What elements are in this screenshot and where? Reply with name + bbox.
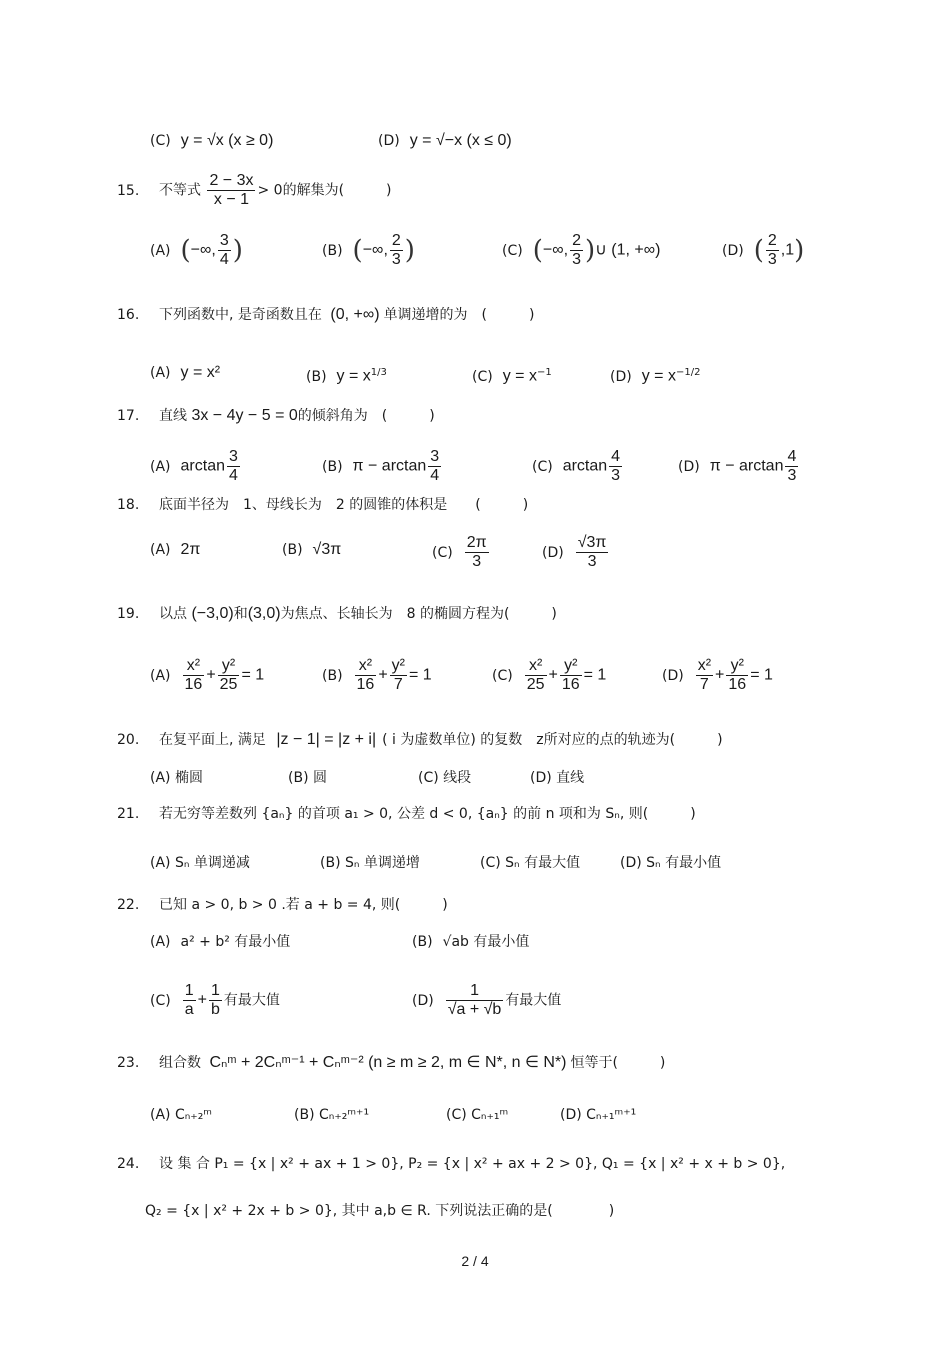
q17-option-b: (B) π − arctan $\frac{3}{4}$ [322, 448, 440, 484]
q16-option-d: (D) $y = x^{-1/2}$ [610, 367, 701, 385]
q17-stem: 17. 直线 3x − 4y − 5 = 0的倾斜角为 ( ) [117, 407, 435, 424]
q21-option-c: (C) Sₙ 有最大值 [480, 855, 581, 871]
q16-option-b: (B) $y = x^{1/3}$ [306, 367, 387, 385]
q16-stem: 16. 下列函数中, 是奇函数且在 (0, +∞) 单调递增的为 ( ) [117, 306, 535, 323]
q14-option-c: (C) y = √x (x ≥ 0) [150, 132, 274, 149]
q17-option-a: (A) arctan $\frac{3}{4}$ [150, 448, 238, 484]
q19-option-d: (D) $\frac{\text{x²}}{7}$ + $\frac{\text{y²}}{16}$ = 1 [662, 657, 773, 693]
q22-option-d: (D) $\frac{1}{√a + √b}$ 有最大值 [412, 982, 562, 1018]
q16-option-a: (A) y = x² [150, 364, 221, 381]
q22-option-c: (C) $\frac{1}{a}$ + $\frac{1}{b}$ 有最大值 [150, 982, 280, 1018]
q17-option-d: (D) π − arctan $\frac{4}{3}$ [678, 448, 797, 484]
q15-stem: 15. 不等式 $\frac{2 - 3x}{x - 1}$ > 0的解集为( ) [117, 172, 392, 208]
q21-option-a: (A) Sₙ 单调递减 [150, 855, 250, 871]
q15-option-b: (B) (−∞, $\frac{2}{3}$ ) [322, 232, 415, 268]
q19-option-c: (C) $\frac{\text{x²}}{25}$ + $\frac{\text{y²}}{16}$ = 1 [492, 657, 607, 693]
q23-option-c: (C) Cₙ₊₁ᵐ [446, 1107, 509, 1123]
q20-option-c: (C) 线段 [418, 770, 472, 786]
q24-stem-line1: 24. 设 集 合 P₁ = {x | x² + ax + 1 > 0}, P₂ = {x | x² + ax + 2 > 0}, Q₁ = {x | x² + x + b > 0}, [117, 1156, 786, 1172]
q15-option-c: (C) (−∞, $\frac{2}{3}$ )∪ (1, +∞) [502, 232, 661, 268]
q18-option-a: (A) 2π [150, 541, 201, 558]
q24-stem-line2: Q₂ = {x | x² + 2x + b > 0}, 其中 a,b ∈ R. 下列说法正确的是( ) [145, 1203, 615, 1219]
q19-option-a: (A) $\frac{\text{x²}}{16}$ + $\frac{\text{y²}}{25}$ = 1 [150, 657, 265, 693]
q18-option-b: (B) √3π [282, 541, 342, 558]
q22-option-a: (A) a² + b² 有最小值 [150, 934, 291, 950]
q17-option-c: (C) arctan $\frac{4}{3}$ [532, 448, 621, 484]
page-number: 2 / 4 [461, 1253, 489, 1269]
q23-option-d: (D) Cₙ₊₁ᵐ⁺¹ [560, 1107, 637, 1123]
q18-stem: 18. 底面半径为 1、母线长为 2 的圆锥的体积是 ( ) [117, 497, 529, 513]
q20-option-b: (B) 圆 [288, 770, 327, 786]
q16-option-c: (C) $y = x^{-1}$ [472, 367, 552, 385]
q20-option-d: (D) 直线 [530, 770, 585, 786]
q19-option-b: (B) $\frac{\text{x²}}{16}$ + $\frac{\text{y²}}{7}$ = 1 [322, 657, 432, 693]
q21-option-b: (B) Sₙ 单调递增 [320, 855, 420, 871]
q15-option-d: (D) ( $\frac{2}{3}$ ,1) [722, 232, 805, 268]
q20-option-a: (A) 椭圆 [150, 770, 203, 786]
q23-stem: 23. 组合数 Cₙᵐ + 2Cₙᵐ⁻¹ + Cₙᵐ⁻² (n ≥ m ≥ 2, m ∈ N*, n ∈ N*) 恒等于( ) [117, 1054, 666, 1071]
q20-stem: 20. 在复平面上, 满足 |z − 1| = |z + i| ( i 为虚数单位) 的复数 z所对应的点的轨迹为( ) [117, 731, 723, 748]
q21-stem: 21. 若无穷等差数列 {aₙ} 的首项 a₁ > 0, 公差 d < 0, {aₙ} 的前 n 项和为 Sₙ, 则( ) [117, 806, 696, 822]
q22-option-b: (B) √ab 有最小值 [412, 934, 530, 950]
q22-stem: 22. 已知 a > 0, b > 0 .若 a + b = 4, 则( ) [117, 897, 448, 913]
q19-stem: 19. 以点 (−3,0)和(3,0)为焦点、长轴长为 8 的椭圆方程为( ) [117, 605, 557, 622]
q18-option-c: (C) $\frac{2\pi}{3}$ [432, 534, 487, 570]
q14-option-d: (D) y = √−x (x ≤ 0) [378, 132, 512, 149]
q18-option-d: (D) $\frac{√3\pi}{3}$ [542, 534, 607, 570]
q23-option-b: (B) Cₙ₊₂ᵐ⁺¹ [294, 1107, 370, 1123]
q15-option-a: (A) (−∞, $\frac{3}{4}$ ) [150, 232, 243, 268]
q15-fraction: $\frac{2 - 3x}{x - 1}$ [209, 172, 254, 208]
q21-option-d: (D) Sₙ 有最小值 [620, 855, 722, 871]
q23-option-a: (A) Cₙ₊₂ᵐ [150, 1107, 213, 1123]
